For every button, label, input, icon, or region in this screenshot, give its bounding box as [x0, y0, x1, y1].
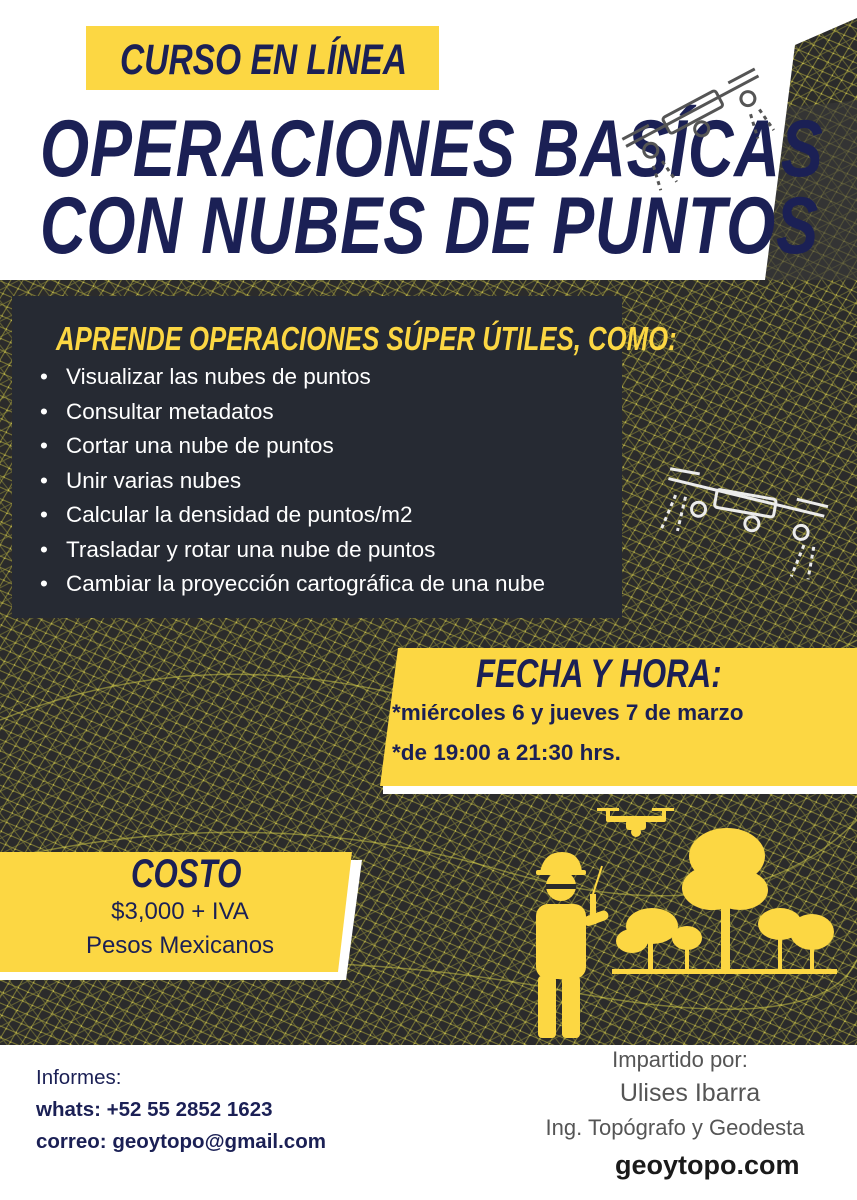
cost-title: COSTO: [131, 852, 242, 896]
list-item: • Trasladar y rotar una nube de puntos: [40, 537, 545, 572]
whatsapp-contact: whats: +52 55 2852 1623: [36, 1098, 273, 1121]
course-title-line-2: CON NUBES DE PUNTOS: [40, 181, 819, 271]
list-item: • Consultar metadatos: [40, 399, 545, 434]
course-title-line-1: OPERACIONES BASÍCAS: [40, 104, 824, 194]
instructor-name: Ulises Ibarra: [619, 1079, 761, 1107]
taught-by-label: Impartido por:: [612, 1047, 748, 1072]
drone-sprayer-icon: [612, 40, 782, 200]
website-link[interactable]: geoytopo.com: [615, 1150, 800, 1180]
schedule-panel-shadow: [383, 786, 857, 794]
list-item: • Cambiar la proyección cartográfica de una nube: [40, 571, 545, 606]
email-contact: correo: geoytopo@gmail.com: [36, 1130, 326, 1153]
info-label: Informes:: [36, 1066, 122, 1089]
schedule-time: *de 19:00 a 21:30 hrs.: [392, 740, 621, 765]
list-item: • Visualizar las nubes de puntos: [40, 364, 545, 399]
list-item: • Calcular la densidad de puntos/m2: [40, 502, 545, 537]
course-type-label: CURSO EN LÍNEA: [120, 36, 407, 84]
drone-sprayer-icon: [652, 462, 832, 582]
cost-currency: Pesos Mexicanos: [85, 932, 275, 959]
schedule-title: FECHA Y HORA:: [476, 652, 722, 696]
list-item: • Unir varias nubes: [40, 468, 545, 503]
cost-amount: $3,000 + IVA: [111, 898, 249, 925]
topics-heading: APRENDE OPERACIONES SÚPER ÚTILES, COMO:: [56, 320, 677, 357]
trees-icon: [612, 826, 837, 976]
topics-list: [40, 364, 545, 606]
surveyor-icon: [530, 846, 620, 1042]
instructor-title: Ing. Topógrafo y Geodesta: [545, 1115, 805, 1140]
list-item: • Cortar una nube de puntos: [40, 433, 545, 468]
schedule-date: *miércoles 6 y jueves 7 de marzo: [392, 700, 744, 725]
